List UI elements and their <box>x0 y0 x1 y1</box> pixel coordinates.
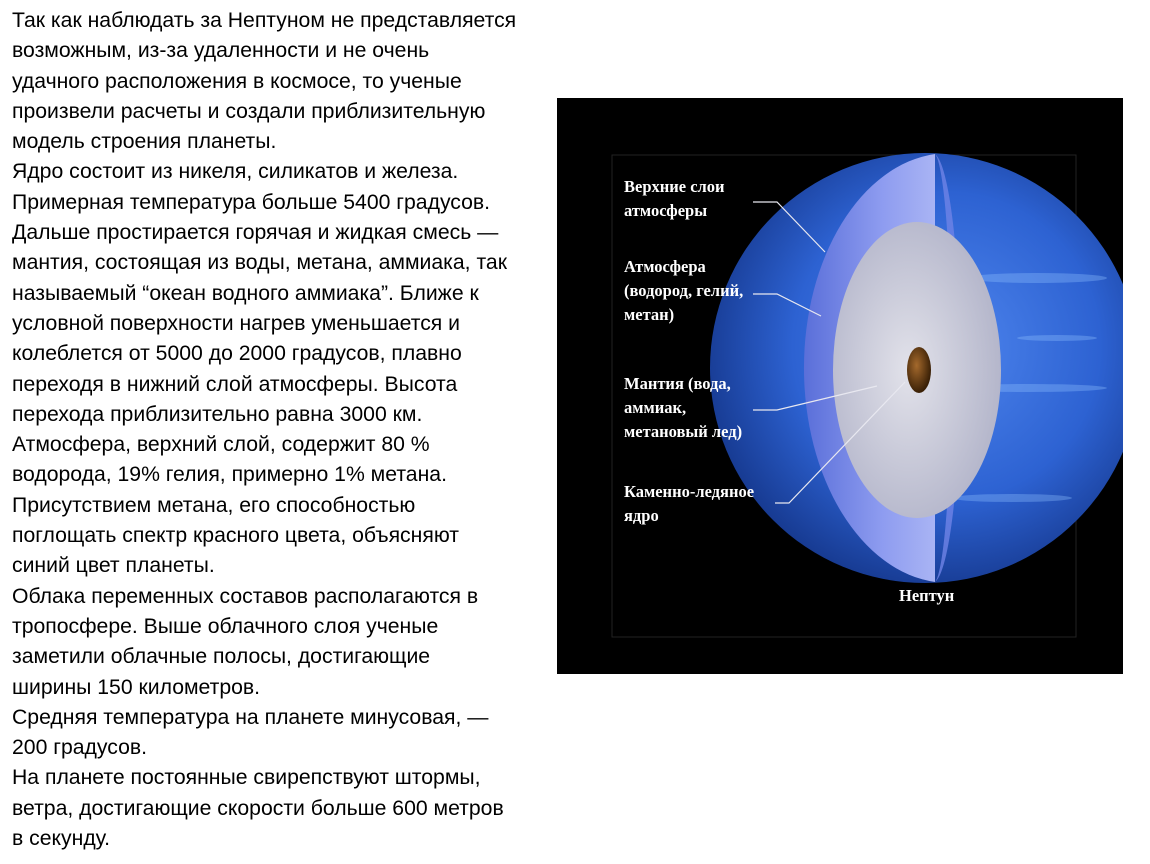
text-line: Так как наблюдать за Нептуном не представляется <box>12 9 517 32</box>
text-line: тропосфере. Выше облачного слоя ученые <box>12 614 439 638</box>
text-line: перехода приблизительно равна 3000 км. <box>12 402 423 426</box>
text-line: удачного расположения в космосе, то ученые <box>12 69 462 93</box>
text-line: Средняя температура на планете минусовая, — <box>12 705 489 729</box>
text-line: Дальше простирается горячая и жидкая смесь — <box>12 221 499 245</box>
text-line: мантия, состоящая из воды, метана, аммиака, так <box>12 251 507 275</box>
text-line: колеблется от 5000 до 2000 градусов, плавно <box>12 342 462 366</box>
text-line: переходя в нижний слой атмосферы. Высота <box>12 372 458 396</box>
label-atmosphere: Атмосфера (водород, гелий, метан) <box>624 257 744 324</box>
neptune-structure-diagram <box>557 98 1123 674</box>
text-line: называемый “океан водного аммиака”. Ближе к <box>12 281 479 305</box>
text-line: На планете постоянные свирепствуют штормы, <box>12 766 481 790</box>
text-line: синий цвет планеты. <box>12 554 215 578</box>
label-upper-atmosphere: Верхние слои атмосферы <box>624 177 725 220</box>
text-line: ширины 150 километров. <box>12 675 261 699</box>
caption-neptune: Нептун <box>899 586 955 605</box>
text-line: Присутствием метана, его способностью <box>12 493 416 517</box>
text-line: 200 градусов. <box>12 736 148 760</box>
text-line: ветра, достигающие скорости больше 600 метров <box>12 796 504 820</box>
label-mantle: Мантия (вода, аммиак, метановый лед) <box>624 374 743 441</box>
text-line: Облака переменных составов располагаются в <box>12 584 479 608</box>
label-core: Каменно-ледяное ядро <box>624 482 755 525</box>
text-line: произвели расчеты и создали приблизительную <box>12 99 486 123</box>
text-line: поглощать спектр красного цвета, объясняют <box>12 524 459 548</box>
text-line: Ядро состоит из никеля, силикатов и железа. <box>12 160 459 184</box>
description-text <box>12 6 568 854</box>
core <box>907 347 931 393</box>
text-line: Атмосфера, верхний слой, содержит 80 % <box>12 433 430 457</box>
text-line: заметили облачные полосы, достигающие <box>12 645 431 669</box>
text-line: водорода, 19% гелия, примерно 1% метана. <box>12 463 447 487</box>
text-line: модель строения планеты. <box>12 130 277 154</box>
text-line: условной поверхности нагрев уменьшается и <box>12 311 460 335</box>
text-line: возможным, из-за удаленности и не очень <box>12 39 430 63</box>
text-line: Примерная температура больше 5400 градусов. <box>12 190 491 214</box>
text-line: в секунду. <box>12 827 111 851</box>
